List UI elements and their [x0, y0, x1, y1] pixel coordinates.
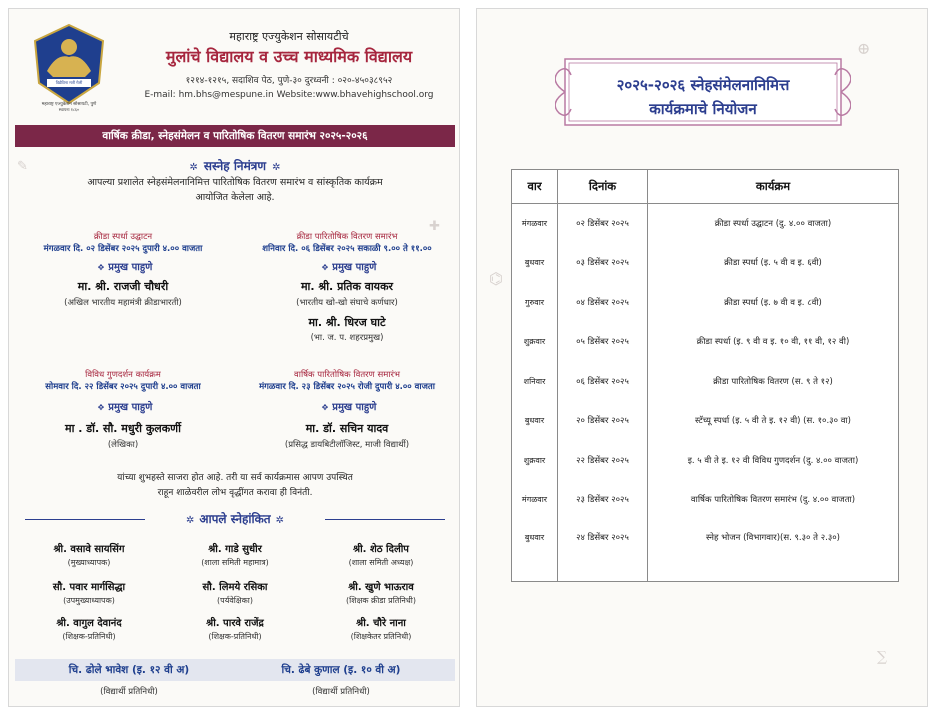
table-row: [512, 401, 899, 441]
event-name: क्रीडा स्पर्धा उद्घाटन: [93, 232, 153, 242]
invite-text-line: आपल्या प्रशालेत स्नेहसंमेलनानिमित्त पारितोषिक वितरण समारंभ व सांस्कृतिक कार्यक्रम: [87, 177, 383, 188]
blessing-text: [49, 471, 421, 501]
host-name: श्री. वागुल देवानंद: [56, 618, 122, 629]
host-role: (उपमुख्याध्यापक): [63, 596, 115, 605]
row-program: वार्षिक पारितोषिक वितरण समारंभ (दु. ४.०० वाजता): [648, 480, 899, 520]
star-icon: ✲: [275, 515, 285, 526]
row-day: मंगळवार: [512, 480, 558, 520]
row-program: क्रीडा स्पर्धा (इ. ९ वी व इ. १० वी, ११ वी, १२ वी): [648, 322, 899, 362]
row-day: मंगळवार: [512, 204, 558, 244]
chief-guest-label-text: प्रमुख पाहुणे: [108, 262, 153, 273]
guest-name: मा . डॉ. सौ. मधुरी कुलकर्णी: [65, 422, 181, 435]
host-role: (मुख्याध्यापक): [67, 558, 111, 567]
host-role: (शाला समिती महामात्र): [201, 558, 269, 567]
header-date: दिनांक: [558, 170, 648, 204]
table-row: [512, 243, 899, 283]
blessing-line: राहून शाळेवरील लोभ वृद्धींगत करावा ही विनंती.: [157, 488, 313, 498]
row-program: क्रीडा स्पर्धा (इ. ५ वी व इ. ६वी): [648, 243, 899, 283]
host-name: श्री. वसावे सायसिंग: [53, 544, 125, 555]
event-date: सोमवार दि. २२ डिसेंबर २०२५ दुपारी ४.०० वाजता: [45, 382, 201, 392]
blessing-line: यांच्या शुभहस्ते साजरा होत आहे. तरी या सर्व कार्यक्रमास आपण उपस्थित: [117, 473, 353, 483]
chief-guest-label: [15, 259, 231, 273]
table-row: [512, 204, 899, 244]
host-name: श्री. गाडे सुधीर: [208, 544, 262, 555]
invite-heading: [9, 157, 460, 174]
host-role: (शाला समिती अध्यक्ष): [348, 558, 414, 567]
event-banner: वार्षिक क्रीडा, स्नेहसंमेलन व पारितोषिक वितरण समारंभ २०२५-२०२६: [15, 125, 455, 147]
school-contact: E-mail: hm.bhs@mespune.in Website:www.bhavehighschool.org: [144, 90, 434, 100]
row-day: बुधवार: [512, 520, 558, 582]
guest-role: (लेखिका): [107, 440, 139, 450]
row-date: २४ डिसेंबर २०२५: [558, 520, 648, 582]
event-heading: [15, 231, 231, 255]
student-rep-name: चि. ढेबे कुणाल (इ. १० वी अ): [281, 664, 401, 676]
society-name: महाराष्ट्र एज्युकेशन सोसायटीचे: [229, 30, 349, 43]
row-day: शनिवार: [512, 362, 558, 402]
schedule-card: [476, 8, 928, 707]
school-address: १२१४-१२१५, सदाशिव पेठ, पुणे-३० दुरध्वनी : ०२०-४५०३८९५२: [185, 76, 393, 86]
event-name: विविध गुणदर्शन कार्यक्रम: [85, 370, 161, 380]
student-rep-name: चि. ढोले भावेश (इ. १२ वी अ): [68, 664, 190, 676]
guest-name: मा. डॉ. सचिन यादव: [305, 422, 389, 435]
host-role: (शिक्षक-प्रतिनिधी): [208, 632, 262, 641]
table-row: [512, 441, 899, 481]
event-heading: [15, 369, 231, 393]
guest-name: मा. श्री. धिरज घाटे: [308, 316, 386, 329]
row-date: २२ डिसेंबर २०२५: [558, 441, 648, 481]
background-doodle: ✚: [429, 219, 440, 234]
invite-text-line: आयोजित केलेला आहे.: [195, 192, 275, 203]
schedule-table: [511, 169, 899, 582]
host-name: श्री. चौरे नाना: [356, 618, 406, 629]
chief-guest-label-text: प्रमुख पाहुणे: [332, 262, 377, 273]
diamond-icon: ✥: [321, 263, 329, 272]
chief-guest-label-text: प्रमुख पाहुणे: [332, 402, 377, 413]
logo-estd: स्थापना १८६०: [58, 107, 80, 112]
schedule-title: २०२५-२०२६ स्नेहसंमेलनानिमित्त: [616, 76, 790, 94]
row-date: ०६ डिसेंबर २०२५: [558, 362, 648, 402]
student-rep-role: (विद्यार्थी प्रतिनिधी): [312, 687, 370, 697]
event-date: मंगळवार दि. २३ डिसेंबर २०२५ रोजी दुपारी ४.०० वाजता: [259, 382, 435, 392]
event-name: वार्षिक पारितोषिक वितरण समारंभ: [294, 370, 400, 380]
logo-motto: विद्येविना मती गेली: [55, 80, 83, 85]
star-icon: ✲: [272, 162, 281, 173]
guest-role: (भा. ज. प. शहरप्रमुख): [310, 333, 384, 343]
schedule-subtitle: कार्यक्रमाचे नियोजन: [649, 100, 757, 118]
host-role: (शिक्षकेतर प्रतिनिधी): [350, 632, 412, 641]
row-date: २३ डिसेंबर २०२५: [558, 480, 648, 520]
star-icon: ✲: [185, 515, 195, 526]
diamond-icon: ✥: [97, 263, 105, 272]
background-doodle: ⊕: [857, 39, 871, 58]
event-date: मंगळवार दि. ०२ डिसेंबर २०२५ दुपारी ४.०० वाजता: [43, 244, 203, 254]
row-program: स्नेह भोजन (विभागवार)(स. ९.३० ते २.३०): [648, 520, 899, 582]
guest-name: मा. श्री. प्रतिक वायकर: [300, 280, 394, 293]
row-date: ०४ डिसेंबर २०२५: [558, 283, 648, 323]
background-doodle: ∑: [877, 649, 887, 665]
invitation-card: [8, 8, 460, 707]
header-program: कार्यक्रम: [648, 170, 899, 204]
row-date: ०२ डिसेंबर २०२५: [558, 204, 648, 244]
event-date: शनिवार दि. ०६ डिसेंबर २०२५ सकाळी ९.०० ते ११.००: [262, 244, 432, 254]
host-role: (शिक्षक क्रीडा प्रतिनिधी): [346, 596, 416, 605]
chief-guest-label: [15, 399, 231, 413]
row-day: शुक्रवार: [512, 441, 558, 481]
invite-heading-text: सस्नेह निमंत्रण: [203, 159, 267, 173]
guest-role: (प्रसिद्ध डायबिटीलॉजिस्ट, माजी विद्यार्थी): [284, 440, 410, 450]
invite-text: [49, 175, 421, 205]
logo-caption: महाराष्ट्र एज्युकेशन सोसायटी, पुणे: [41, 102, 97, 107]
host-role: (शिक्षक-प्रतिनिधी): [62, 632, 116, 641]
table-row: [512, 362, 899, 402]
row-program: क्रीडा स्पर्धा उद्घाटन (दु. ४.०० वाजता): [648, 204, 899, 244]
star-icon: ✲: [189, 162, 198, 173]
row-program: क्रीडा स्पर्धा (इ. ७ वी व इ. ८वी): [648, 283, 899, 323]
row-program: क्रीडा पारितोषिक वितरण (स. ९ ते १२): [648, 362, 899, 402]
table-row: [512, 283, 899, 323]
row-day: बुधवार: [512, 401, 558, 441]
row-program: स्टॅच्यू स्पर्धा (इ. ५ वी ते इ. १२ वी) (स. १०.३० वा): [648, 401, 899, 441]
school-logo: [33, 23, 105, 112]
student-rep-role: (विद्यार्थी प्रतिनिधी): [100, 687, 158, 697]
row-day: बुधवार: [512, 243, 558, 283]
host-name: सौ. लिमये रसिका: [202, 582, 268, 593]
host-name: श्री. शेठ दिलीप: [353, 544, 409, 555]
welcome-heading: [9, 510, 460, 527]
row-date: ०५ डिसेंबर २०२५: [558, 322, 648, 362]
school-name: मुलांचे विद्यालय व उच्च माध्यमिक विद्यालय: [165, 47, 413, 66]
table-row: [512, 480, 899, 520]
event-heading: [237, 231, 457, 255]
chief-guest-label: [237, 259, 457, 273]
guest-role: (अखिल भारतीय महामंत्री क्रीडाभारती): [64, 298, 182, 308]
diamond-icon: ✥: [321, 403, 329, 412]
row-day: शुक्रवार: [512, 322, 558, 362]
chief-guest-label: [237, 399, 457, 413]
event-name: क्रीडा पारितोषिक वितरण समारंभ: [296, 232, 398, 242]
guest-name: मा. श्री. राजजी चौधरी: [77, 280, 169, 293]
table-row: [512, 520, 899, 582]
welcome-heading-text: आपले स्नेहांकित: [199, 512, 271, 526]
guest-role: (भारतीय खो-खो संघाचे कर्णधार): [296, 298, 398, 308]
diamond-icon: ✥: [97, 403, 105, 412]
background-doodle: ✎: [17, 159, 28, 174]
header-day: वार: [512, 170, 558, 204]
chief-guest-label-text: प्रमुख पाहुणे: [108, 402, 153, 413]
table-header-row: [512, 170, 899, 204]
row-program: इ. ५ वी ते इ. १२ वी विविध गुणदर्शन (दु. ४.०० वाजता): [648, 441, 899, 481]
row-date: ०३ डिसेंबर २०२५: [558, 243, 648, 283]
host-role: (पर्यवेक्षिका): [217, 596, 253, 605]
background-doodle: ⌬: [489, 269, 503, 288]
host-name: सौ. पवार मार्गसिद्धा: [52, 582, 126, 593]
table-row: [512, 322, 899, 362]
row-day: गुरुवार: [512, 283, 558, 323]
host-name: श्री. खुणे भाऊराव: [348, 582, 414, 593]
event-heading: [237, 369, 457, 393]
row-date: २० डिसेंबर २०२५: [558, 401, 648, 441]
host-name: श्री. पारवे राजेंद्र: [206, 618, 264, 629]
